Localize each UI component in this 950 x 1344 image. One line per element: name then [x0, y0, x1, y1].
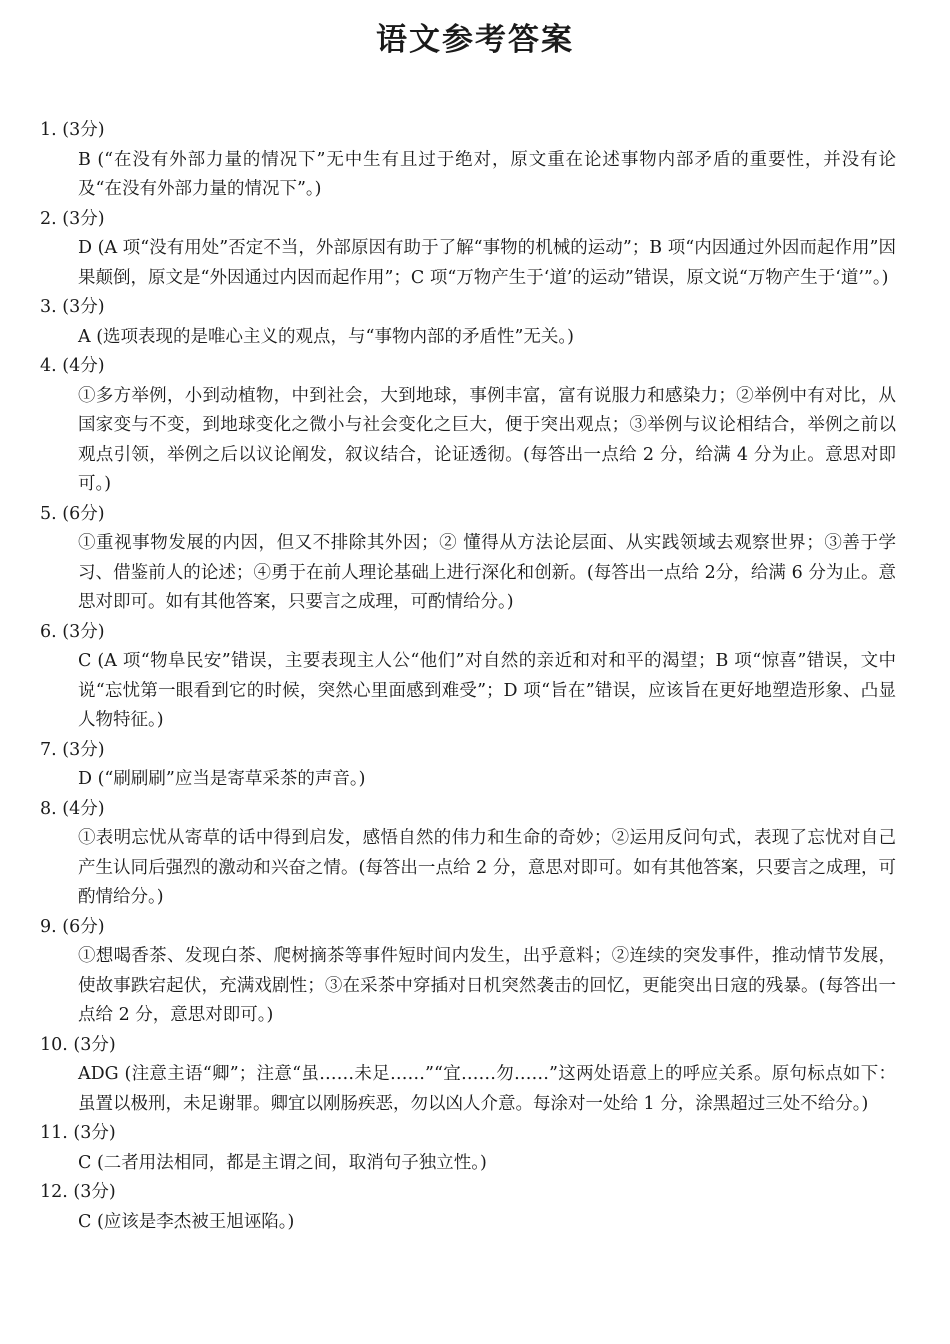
question-number: 5. (6分) [40, 503, 105, 524]
question-number: 2. (3分) [40, 208, 105, 229]
answer-list [40, 116, 896, 1237]
question-number: 10. (3分) [40, 1034, 116, 1055]
question-number: 11. (3分) [40, 1123, 116, 1143]
question-11 [40, 1119, 896, 1178]
question-answer: D (“刷刷刷”应当是寄草采茶的声音。) [78, 769, 366, 789]
question-number: 12. (3分) [40, 1182, 116, 1202]
question-answer: B (“在没有外部力量的情况下”无中生有且过于绝对，原文重在论述事物内部矛盾的重要性，并没有论及“在没有外部力量的情况下”。) [78, 149, 896, 199]
question-6 [40, 618, 896, 736]
question-7 [40, 736, 896, 795]
question-number: 6. (3分) [40, 621, 105, 642]
question-9 [40, 913, 896, 1031]
question-12 [40, 1178, 896, 1237]
question-answer: ①想喝香茶、发现白茶、爬树摘茶等事件短时间内发生，出乎意料；②连续的突发事件，推动情节发展，使故事跌宕起伏，充满戏剧性；③在采茶中穿插对日机突然袭击的回忆，更能突出日寇的残暴。(每答出一点给 2 分，意思对即可。) [78, 946, 896, 1025]
question-answer: A (选项表现的是唯心主义的观点，与“事物内部的矛盾性”无关。) [78, 326, 574, 347]
question-number: 8. (4分) [40, 798, 105, 819]
question-5 [40, 500, 896, 618]
question-answer: C (二者用法相同，都是主谓之间，取消句子独立性。) [78, 1152, 487, 1173]
question-10 [40, 1031, 896, 1120]
question-answer: C (A 项“物阜民安”错误，主要表现主人公“他们”对自然的亲近和对和平的渴望；B 项“惊喜”错误，文中说“忘忧第一眼看到它的时候，突然心里面感到难受”；D 项“旨在”错误，应该旨在更好地塑造形象、凸显人物特征。) [78, 651, 896, 730]
page-title: 语文参考答案 [376, 22, 574, 58]
question-8 [40, 795, 896, 913]
question-number: 1. (3分) [40, 120, 105, 140]
question-answer: ①多方举例，小到动植物，中到社会，大到地球，事例丰富，富有说服力和感染力；②举例中有对比，从国家变与不变，到地球变化之微小与社会变化之巨大，便于突出观点；③举例与议论相结合，举例之前以观点引领，举例之后以议论阐发，叙议结合，论证透彻。(每答出一点给 2 分，给满 4 分为止。意思对即可。) [78, 385, 896, 494]
question-answer: ①重视事物发展的内因，但又不排除其外因；② 懂得从方法论层面、从实践领域去观察世界；③善于学习、借鉴前人的论述；④勇于在前人理论基础上进行深化和创新。(每答出一点给 2分，给满 6 分为止。意思对即可。如有其他答案，只要言之成理，可酌情给分。) [78, 533, 896, 612]
question-answer: ①表明忘忧从寄草的话中得到启发，感悟自然的伟力和生命的奇妙；②运用反问句式，表现了忘忧对自己产生认同后强烈的激动和兴奋之情。(每答出一点给 2 分，意思对即可。如有其他答案，只要言之成理，可酌情给分。) [78, 828, 896, 907]
question-number: 4. (4分) [40, 356, 105, 376]
question-answer: D (A 项“没有用处”否定不当，外部原因有助于了解“事物的机械的运动”；B 项“内因通过外因而起作用”因果颠倒，原文是“外因通过内因而起作用”；C 项“万物产生于‘道’的运动”错误，原文说“万物产生于‘道’”。) [78, 238, 896, 288]
question-number: 3. (3分) [40, 297, 105, 317]
question-answer: C (应该是李杰被王旭诬陷。) [78, 1211, 295, 1232]
question-4 [40, 352, 896, 500]
question-number: 7. (3分) [40, 739, 105, 760]
question-1 [40, 116, 896, 205]
question-2 [40, 205, 896, 294]
question-answer: ADG (注意主语“卿”；注意“虽……未足……”“宜……勿……”这两处语意上的呼应关系。原句标点如下：虽置以极刑，未足谢罪。卿宜以刚肠疾恶，勿以凶人介意。每涂对一处给 1 分，涂黑超过三处不给分。) [78, 1064, 896, 1114]
question-3 [40, 293, 896, 352]
question-number: 9. (6分) [40, 916, 105, 937]
